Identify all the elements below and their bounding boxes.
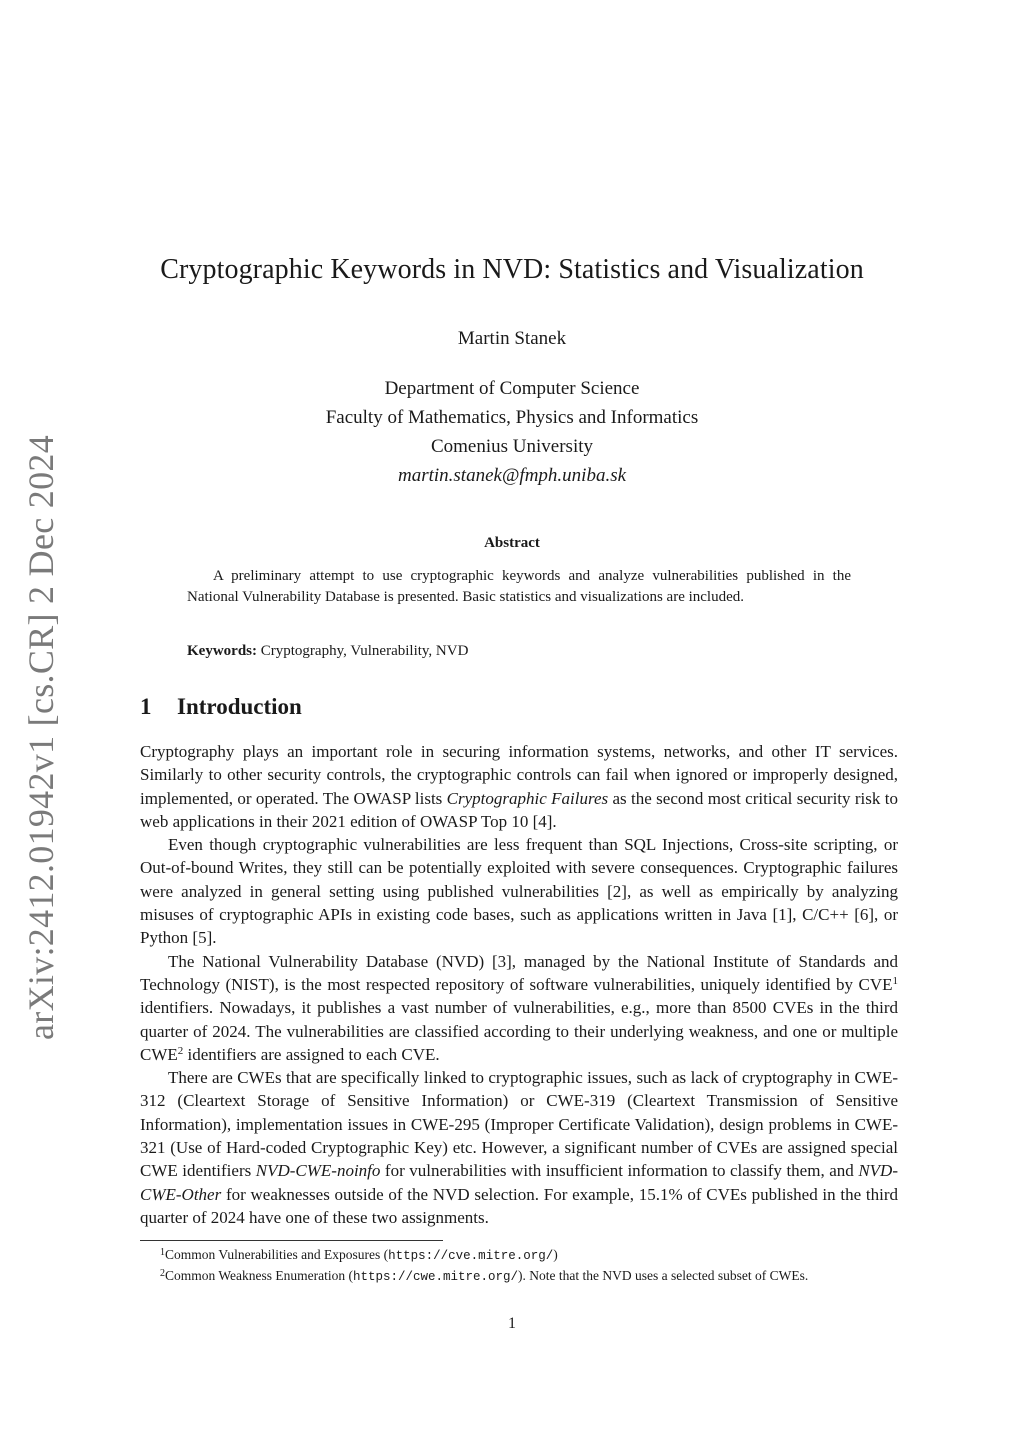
paragraph-3-text-c: identifiers are assigned to each CVE.	[183, 1044, 440, 1064]
footnote-1-url[interactable]: https://cve.mitre.org/	[388, 1249, 554, 1263]
affiliation-university: Comenius University	[430, 436, 594, 457]
paragraph-4-text-a: There are CWEs that are specifically linked to cryptographic issues, such as lack of cryptography in CWE-312 (Cleartext Storage of Sensitive Information) or CWE-319 (Cleartext Transmission of Sensitive Information), implementation issues in CWE-295 (Improper Certificate Validation), design problems in CWE-321 (Use of Hard-coded Cryptographic Key) etc. However, a significant number of CVEs are assigned special CWE identifiers	[140, 1068, 898, 1181]
paragraph-2: Even though cryptographic vulnerabilities are less frequent than SQL Injections, Cross-site scripting, or Out-of-bound Writes, they still can be potentially exploited with severe consequences. Cryptographic failures were analyzed in general setting using published vulnerabilities [2], as well as empirically by analyzing misuses of cryptographic APIs in existing code bases, such as applications written in Java [1], C/C++ [6], or Python [5].	[140, 835, 898, 948]
author-email: martin.stanek@fmph.uniba.sk	[397, 465, 627, 486]
introduction-body	[140, 740, 898, 1229]
paragraph-4-emphasis-2: NVD-CWE-Other	[140, 1161, 898, 1204]
footnote-divider	[140, 1240, 443, 1241]
footnote-1	[140, 1245, 900, 1266]
footnote-2-url[interactable]: https://cwe.mitre.org/	[353, 1270, 519, 1284]
paragraph-1-text-a: Cryptography plays an important role in securing information systems, networks, and other IT services. Similarly to other security controls, the cryptographic controls can fail when ignored or improperly designed, implemented, or operated. The OWASP lists	[140, 742, 898, 808]
paragraph-4-text-b: for vulnerabilities with insufficient information to classify them, and	[380, 1161, 859, 1181]
footnote-1-mark: 1	[160, 1247, 165, 1258]
arxiv-identifier-stamp: arXiv:2412.01942v1 [cs.CR] 2 Dec 2024	[21, 434, 61, 1040]
author-name: Martin Stanek	[457, 328, 567, 349]
paragraph-3	[140, 950, 898, 1066]
author-affiliation	[0, 374, 1024, 490]
paragraph-4-text-c: for weaknesses outside of the NVD selection. For example, 15.1% of CVEs published in the third quarter of 2024 have one of these two assignments.	[140, 1184, 898, 1227]
footnote-2	[140, 1266, 900, 1287]
paragraph-1	[140, 740, 898, 833]
footnote-ref-1[interactable]: 1	[892, 974, 898, 987]
abstract-text: A preliminary attempt to use cryptographic keywords and analyze vulnerabilities published in the National Vulnerability Database is presented. Basic statistics and visualizations are included.	[187, 568, 851, 605]
affiliation-faculty: Faculty of Mathematics, Physics and Informatics	[325, 407, 699, 428]
paragraph-3-text-a: The National Vulnerability Database (NVD) [3], managed by the National Institute of Standards and Technology (NIST), is the most respected repository of software vulnerabilities, uniquely identified by CVE	[140, 951, 898, 994]
footnote-1-text-a: Common Vulnerabilities and Exposures (	[165, 1247, 389, 1262]
footnote-1-text-b: )	[553, 1247, 558, 1262]
keywords-label: Keywords:	[187, 643, 257, 659]
footnote-ref-2[interactable]: 2	[177, 1044, 184, 1057]
footnotes	[140, 1245, 900, 1287]
section-number: 1	[140, 694, 152, 719]
section-title: Introduction	[177, 694, 302, 719]
page-number: 1	[508, 1315, 516, 1332]
footnote-2-text-b: ). Note that the NVD uses a selected subset of CWEs.	[518, 1268, 809, 1283]
paragraph-1-text-b: as the second most critical security risk to web applications in their 2021 edition of OWASP Top 10 [4].	[140, 788, 898, 831]
paragraph-4	[140, 1066, 898, 1229]
paragraph-4-emphasis-1: NVD-CWE-noinfo	[255, 1161, 381, 1181]
footnote-2-text-a: Common Weakness Enumeration (	[165, 1268, 354, 1283]
keywords-value: Cryptography, Vulnerability, NVD	[260, 643, 469, 659]
footnote-2-mark: 2	[160, 1268, 165, 1279]
paragraph-3-text-b: identifiers. Nowadays, it publishes a vast number of vulnerabilities, e.g., more than 8500 CVEs in the third quarter of 2024. The vulnerabilities are classified according to their underlying weakness, and one or multiple CWE	[140, 998, 898, 1064]
paper-title: Cryptographic Keywords in NVD: Statistics and Visualization	[160, 254, 864, 285]
section-heading-introduction	[140, 694, 302, 720]
affiliation-department: Department of Computer Science	[384, 378, 640, 399]
paragraph-1-emphasis: Cryptographic Failures	[446, 788, 609, 808]
keywords-line	[187, 643, 851, 660]
abstract-heading: Abstract	[484, 535, 540, 551]
